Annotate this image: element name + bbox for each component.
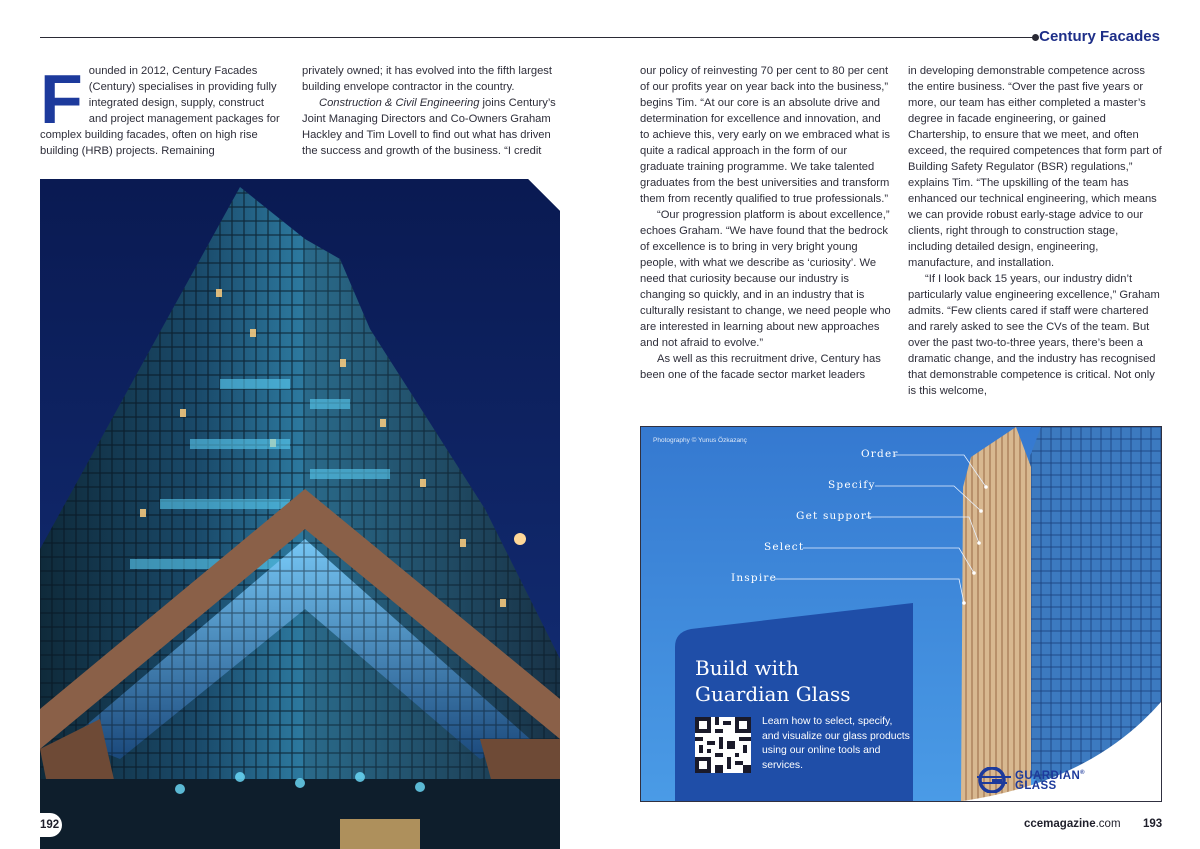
building-photo-illustration (40, 179, 560, 849)
qr-code[interactable] (695, 717, 751, 773)
logo-line-1: GUARDIAN (1015, 769, 1081, 782)
callout-specify: Specify (828, 479, 876, 491)
article-paragraph (40, 60, 285, 159)
article-paragraph: As well as this recruitment drive, Century has been one of the facade sector market leaders (640, 353, 881, 381)
site-name: ccemagazine (1024, 818, 1096, 830)
callout-get-support: Get support (796, 510, 873, 522)
advert-blurb: Learn how to select, specify, and visualize our glass products using our online tools and services. (762, 716, 910, 771)
intro-text: ounded in 2012, Century Facades (Century) specialises in providing fully integrated design, supply, construct and project management packages for complex building facades, often on high rise building (HRB) projects. Remaining (40, 65, 280, 157)
photo-credit: Photography © Yunus Özkazanç (653, 437, 747, 444)
logo-wordmark (1015, 768, 1085, 793)
article-paragraph: our policy of reinvesting 70 per cent to 80 per cent of our profits year on year back into the business,” begins Tim. “At our core is an absolute drive and determination for excellence and innovation, and to achieve this, very early on we embraced what is quite a radical approach in the form of our graduate training programme. We take talented graduates from the best universities and transform them from recently qualified to true professionals.” (640, 65, 890, 205)
article-column-2 (302, 63, 567, 159)
callout-select: Select (764, 541, 805, 553)
headline-line-1: Build with (695, 656, 799, 680)
advert-headline (695, 655, 851, 707)
article-column-3 (640, 63, 892, 383)
section-title: Century Facades (1039, 28, 1160, 45)
article-paragraph: “If I look back 15 years, our industry didn’t particularly value engineering excellence,” Graham admits. “Few clients cared if staff were chartered and rarely asked to see the CVs of the team. But over the past two-to-three years, there’s been a dramatic change, and the industry has recognised that demonstrable competence is critical. Not only is this welcome, (908, 273, 1160, 397)
article-column-4 (908, 63, 1162, 399)
article-column-1 (40, 60, 285, 159)
headline-line-2: Guardian Glass (695, 682, 851, 706)
article-paragraph (302, 95, 567, 159)
building-photo (40, 179, 560, 849)
paragraph-text: joins Century’s Joint Managing Directors and Co-Owners Graham Hackley and Tim Lovell to find out what has driven the success and growth of the business. “I credit (302, 97, 556, 157)
header-rule (40, 37, 1035, 38)
callout-order: Order (861, 448, 899, 460)
site-tld: .com (1095, 818, 1121, 830)
qr-code-icon (695, 717, 751, 773)
right-page-number: 193 (1143, 818, 1163, 830)
left-page-number: 192 (40, 813, 62, 837)
article-paragraph: privately owned; it has evolved into the fifth largest building envelope contractor in the country. (302, 65, 552, 93)
article-paragraph: in developing demonstrable competence across the entire business. “Over the past five years or more, our team has either completed a master’s degree in facade engineering, or gained Chartership, to ensure that we meet, and often exceed, the required competences that form part of Building Safety Regulator (BSR) regulations,” explains Tim. “The upskilling of the team has enhanced our technical engineering, which means we can provide robust early-stage advice to our clients, right through to construction stage, including detailed design, engineering, manufacture, and installation. (908, 65, 1162, 269)
guardian-glass-advert (640, 426, 1162, 802)
registered-mark: ® (1080, 769, 1085, 776)
drop-cap: F (40, 60, 83, 138)
article-paragraph: “Our progression platform is about excellence,” echoes Graham. “We have found that the bedrock of excellence is to bring in very bright young people, with what we describe as ‘curiosity’. We need that curiosity because our industry is changing so quickly, and in an industry that is culturally resistant to change, we need people who are interested in learning about new approaches and not afraid to evolve.” (640, 209, 891, 349)
guardian-glass-logo (977, 767, 1085, 793)
publication-name: Construction & Civil Engineering (319, 97, 480, 109)
logo-line-2: GLASS (1015, 780, 1057, 793)
callout-inspire: Inspire (731, 572, 778, 584)
footer-website[interactable] (1024, 818, 1121, 830)
guardian-globe-icon (977, 767, 1011, 793)
